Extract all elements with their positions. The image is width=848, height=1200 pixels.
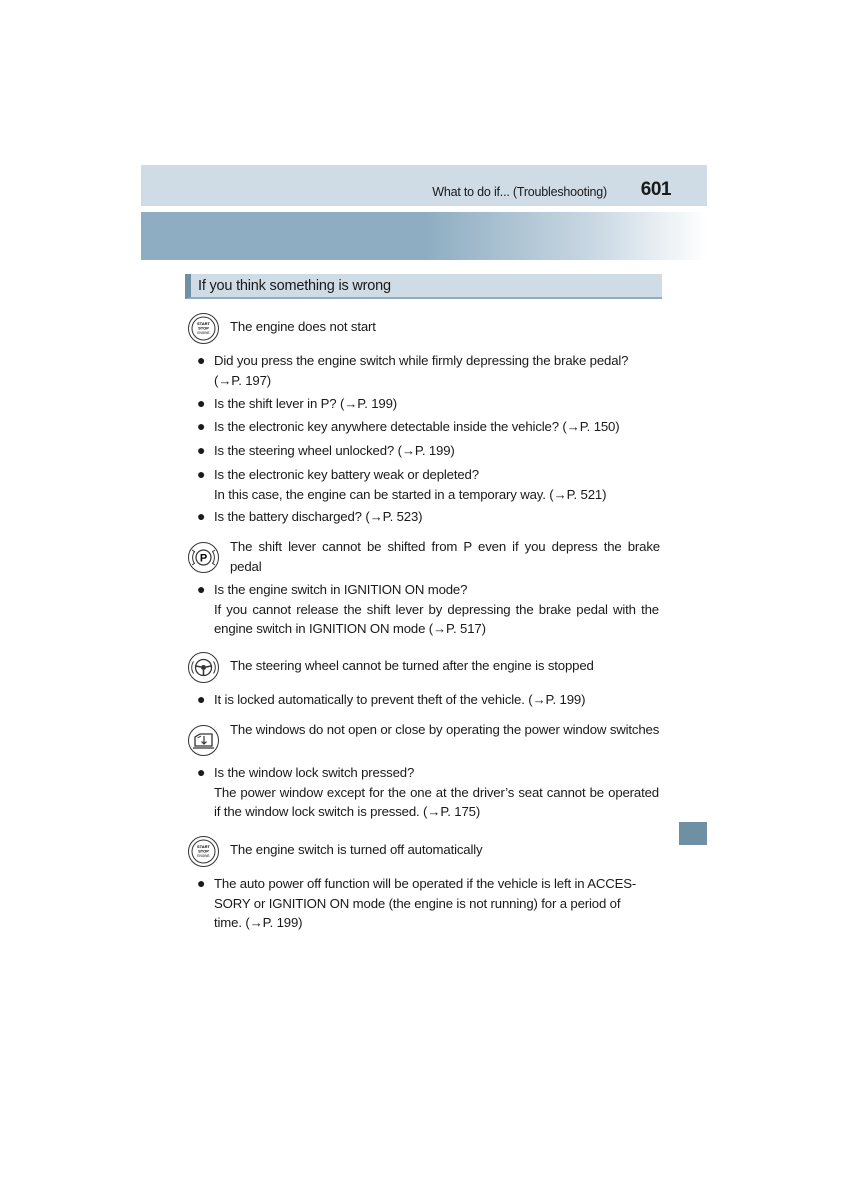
- list-item: Is the shift lever in P? (→P. 199): [214, 396, 398, 411]
- list-item: Is the engine switch in IGNITION ON mode? If you cannot release the shift lever by depressing the brake pedal with the engine switch in IGNITION ON mode (→P. 517): [214, 582, 659, 636]
- chapter-title: What to do if... (Troubleshooting): [432, 185, 607, 199]
- svg-text:ENGINE: ENGINE: [197, 331, 210, 335]
- list-item: It is locked automatically to prevent theft of the vehicle. (→P. 199): [214, 692, 586, 707]
- bullet-marker: ●: [197, 764, 206, 780]
- svg-text:STOP: STOP: [198, 848, 209, 854]
- list-item: Is the electronic key battery weak or depleted? In this case, the engine can be started in a temporary way. (→P. 521): [214, 467, 607, 502]
- start-stop-button-icon: [188, 836, 219, 867]
- topic-title: The engine switch is turned off automatically: [230, 842, 483, 857]
- steering-wheel-lock-icon: [188, 652, 219, 683]
- page-header-bar: [141, 165, 707, 206]
- bullet-marker: ●: [197, 875, 206, 891]
- page-number: 601: [640, 179, 671, 200]
- bullet-marker: ●: [197, 466, 206, 482]
- shift-lever-p-icon: [188, 542, 219, 573]
- bullet-marker: ●: [197, 508, 206, 524]
- bullet-marker: ●: [197, 581, 206, 597]
- svg-text:P: P: [199, 552, 208, 565]
- svg-text:START: START: [196, 844, 211, 849]
- bullet-marker: ●: [197, 418, 206, 434]
- section-title: If you think something is wrong: [198, 278, 391, 294]
- topic-title: The shift lever cannot be shifted from P even if you depress the brake pedal: [230, 539, 660, 574]
- topic-title: The windows do not open or close by operating the power window switches: [230, 722, 660, 737]
- topic-title: The engine does not start: [230, 319, 376, 334]
- chapter-thumb-tab: [679, 822, 707, 845]
- chapter-banner: [141, 212, 707, 260]
- svg-text:START: START: [196, 321, 211, 326]
- list-item: Did you press the engine switch while firmly depressing the brake pedal? (→P. 197): [214, 353, 629, 388]
- list-item: Is the electronic key anywhere detectable inside the vehicle? (→P. 150): [214, 419, 620, 434]
- power-window-icon: [188, 725, 219, 756]
- list-item: The auto power off function will be operated if the vehicle is left in ACCES- SORY or IGNITION ON mode (the engine is not running) for a period of time. (→P. 199): [214, 876, 637, 930]
- svg-text:STOP: STOP: [198, 325, 209, 331]
- bullet-marker: ●: [197, 442, 206, 458]
- bullet-marker: ●: [197, 352, 206, 368]
- start-stop-button-icon: [188, 313, 219, 344]
- bullet-marker: ●: [197, 691, 206, 707]
- bullet-marker: ●: [197, 395, 206, 411]
- list-item: Is the battery discharged? (→P. 523): [214, 509, 423, 524]
- list-item: Is the window lock switch pressed? The power window except for the one at the driver’s seat cannot be operated if the window lock switch is pressed. (→P. 175): [214, 765, 659, 819]
- list-item: Is the steering wheel unlocked? (→P. 199): [214, 443, 455, 458]
- topic-title: The steering wheel cannot be turned after the engine is stopped: [230, 658, 594, 673]
- section-header: [185, 274, 662, 299]
- svg-text:ENGINE: ENGINE: [197, 854, 210, 858]
